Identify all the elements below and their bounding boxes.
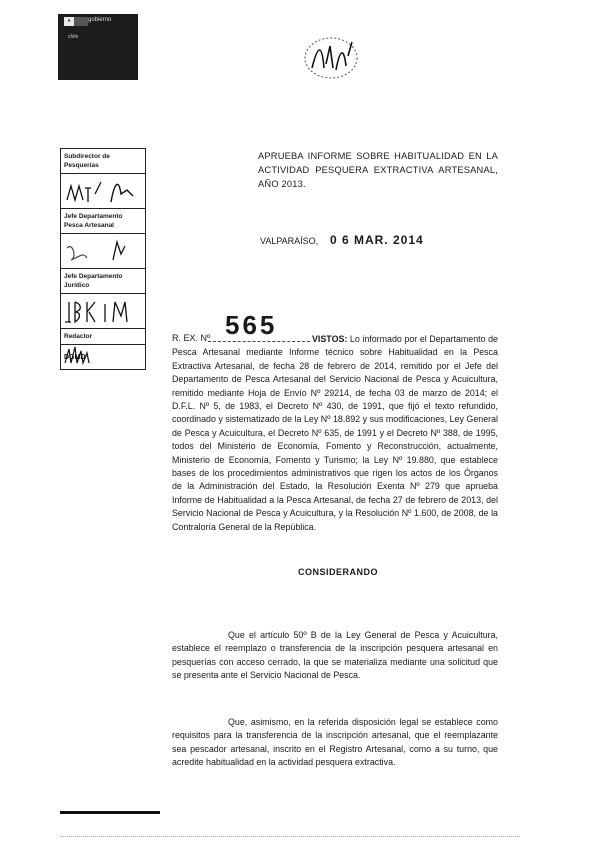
vistos-label: VISTOS: <box>312 334 348 344</box>
approver-role-label: Subdirector de Pesquerías <box>61 149 145 174</box>
resolution-prefix: R. EX. Nº <box>172 333 211 343</box>
place-label: VALPARAÍSO, <box>260 236 319 246</box>
logo-mark-icon <box>64 17 88 35</box>
vistos-paragraph <box>172 333 498 534</box>
vistos-text: Lo informado por el Departamento de Pesca Artesanal mediante Informe técnico sobre Habitualidad en la Pesca Extractiva Artesanal, de fecha 28 de febrero de 2014, remitido por el Jefe del Departamento de Pesca Artesanal del Servicio Nacional de Pesca y Acuicultura, remitido mediante Hoja de Envío Nº 29214, de fecha 03 de marzo de 2014; el D.F.L. Nº 5, de 1983, el Decreto Nº 430, de 1991, que fijó el texto refundido, coordinado y sistematizado de la Ley Nº 18.892 y sus modificaciones, Ley General de Pesca y Acuicultura, el Decreto Nº 635, de 1991 y el Decreto Nº 388, de 1995, todos del Ministerio de Economía, Fomento y Reconstrucción, actualmente, Ministerio de Economía, Fomento y Turismo; la Ley Nº 19.880, que establece bases de los procedimientos administrativos que rigen los actos de los Órganos de la Administración del Estado, la Resolución Exenta Nº 279 que aprueba Informe de Habitualidad a la Pesca Artesanal, de fecha 27 de febrero de 2013, del Servicio Nacional de Pesca y Acuicultura, y la Resolución Nº 1.600, de 2008, de la Contraloría General de la República. <box>172 334 498 532</box>
signature-slot <box>61 294 145 329</box>
considerando-paragraph-2: Que, asimismo, en la referida disposición legal se establece como requisitos para la transferencia de la inscripción artesanal, que el reemplazante sea pescador artesanal, inscrito en el Registro Artesanal, como a su turno, que acredite habitualidad en la actividad pesquera extractiva. <box>172 717 498 768</box>
signature-slot <box>61 345 145 369</box>
government-logo <box>58 14 138 80</box>
considerando-heading: CONSIDERANDO <box>298 567 379 577</box>
approver-role-label: Jefe Departamento Jurídico <box>61 269 145 294</box>
signature-slot <box>61 234 145 269</box>
initials-label: DGMD <box>64 353 86 361</box>
signature-icon <box>61 174 145 208</box>
footer-dotted-line <box>60 836 520 837</box>
approver-role-label: Redactor <box>61 329 145 345</box>
signature-icon <box>61 234 145 268</box>
considerando-paragraph-1: Que el artículo 50º B de la Ley General de Pesca y Acuicultura, establece el reemplazo o transferencia de la inscripción pesquera artesanal en pesquerías con acceso cerrado, la que se materializa mediante una solicitud que se presenta ante el Servicio Nacional de Pesca. <box>172 630 498 681</box>
approval-signature-box <box>60 148 146 370</box>
signature-icon <box>61 294 145 328</box>
date-stamp: 0 6 MAR. 2014 <box>330 233 424 247</box>
logo-text-top: gobierno <box>88 17 112 23</box>
signature-slot <box>61 174 145 209</box>
signature-icon <box>61 345 97 365</box>
resolution-title: APRUEBA INFORME SOBRE HABITUALIDAD EN LA ACTIVIDAD PESQUERA EXTRACTIVA ARTESANAL, AÑO 2013. <box>258 151 498 189</box>
logo-text-middle: chile <box>68 34 79 40</box>
resolution-number: 565 <box>225 310 278 340</box>
official-seal-icon <box>300 34 362 86</box>
approver-role-label: Jefe Departamento Pesca Artesanal <box>61 209 145 234</box>
footer-rule <box>60 811 160 814</box>
